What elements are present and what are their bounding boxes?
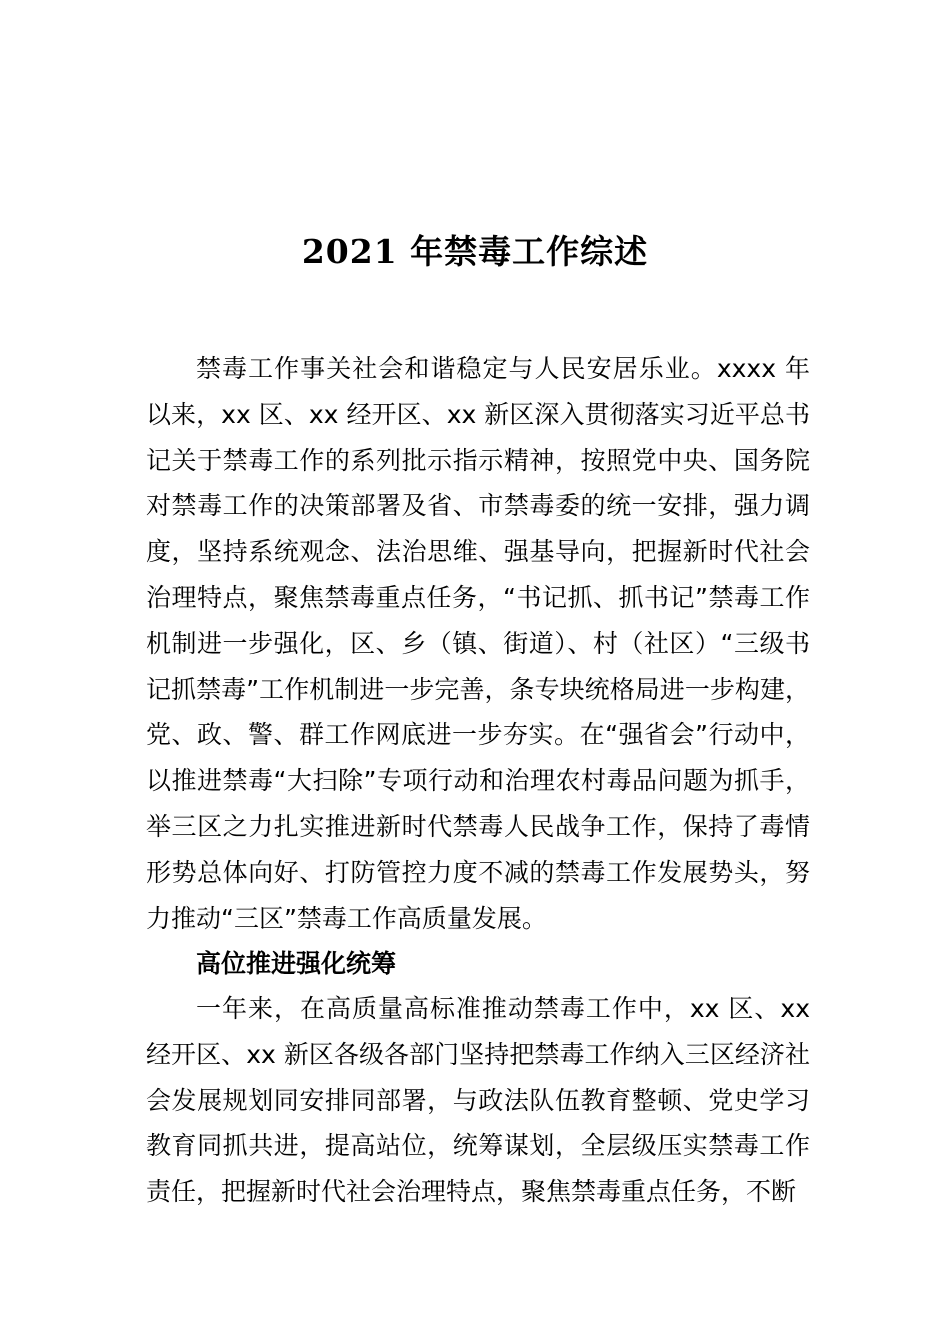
section-paragraph: 一年来，在高质量高标准推动禁毒工作中，xx 区、xx 经开区、xx 新区各级各部门坚持把禁毒工作纳入三区经济社会发展规划同安排同部署，与政法队伍教育整顿、党史学习教育同抓共进，提高站位，统筹谋划，全层级压实禁毒工作责任，把握新时代社会治理特点，聚焦禁毒重点任务，不断 <box>146 994 810 1207</box>
document-title: 2021 年禁毒工作综述 <box>301 232 649 271</box>
intro-paragraph: 禁毒工作事关社会和谐稳定与人民安居乐业。xxxx 年以来，xx 区、xx 经开区、xx 新区深入贯彻落实习近平总书记关于禁毒工作的系列批示指示精神，按照党中央、国务院对禁毒工作的决策部署及省、市禁毒委的统一安排，强力调度，坚持系统观念、法治思维、强基导向，把握新时代社会治理特点，聚焦禁毒重点任务，“书记抓、抓书记”禁毒工作机制进一步强化，区、乡（镇、街道）、村（社区）“三级书记抓禁毒”工作机制进一步完善，条专块统格局进一步构建， 党、政、警、群工作网底进一步夯实。在“强省会”行动中， 以推进禁毒“大扫除”专项行动和治理农村毒品问题为抓手， 举三区之力扎实推进新时代禁毒人民战争工作，保持了毒情形势总体向好、打防管控力度不减的禁毒工作发展势头，努力推动“三区”禁毒工作高质量发展。 <box>146 354 810 933</box>
section-heading: 高位推进强化统筹 <box>196 949 397 978</box>
